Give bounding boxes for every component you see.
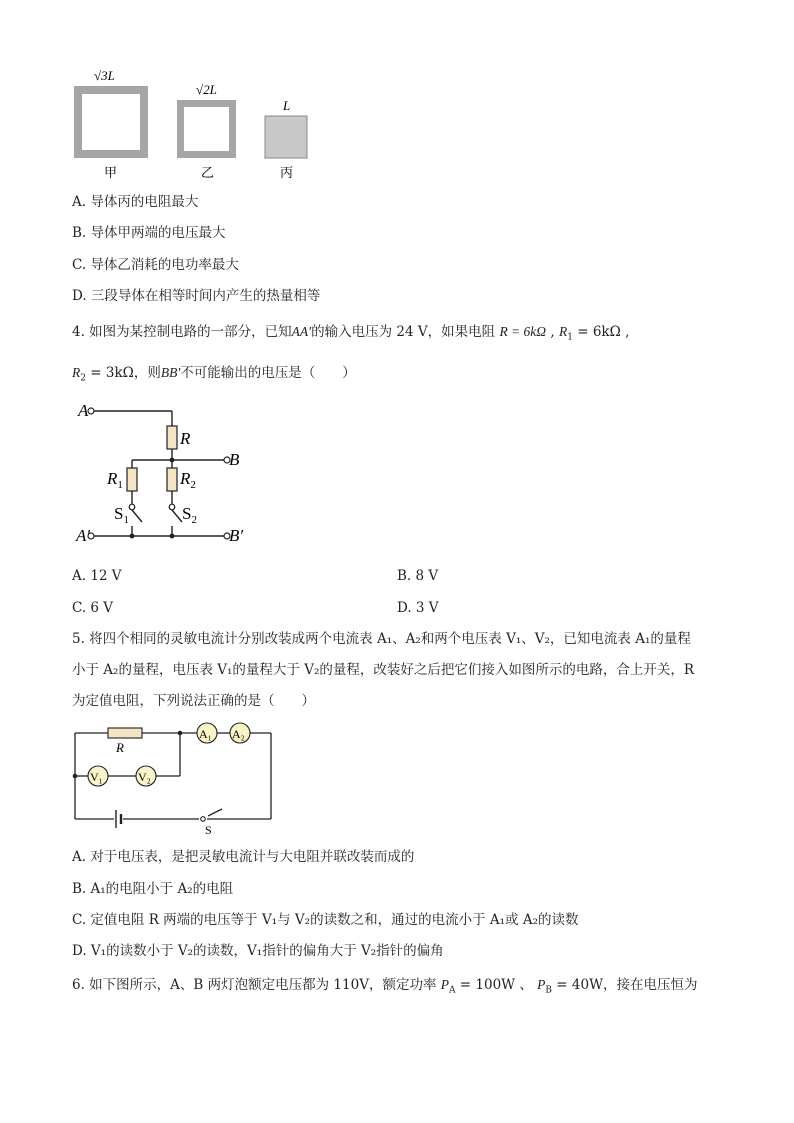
q5-option-d: D. V₁的读数小于 V₂的读数，V₁指针的偏角大于 V₂指针的偏角 xyxy=(72,943,444,959)
q3-option-b: B. 导体甲两端的电压最大 xyxy=(72,225,226,241)
q5-option-c: C. 定值电阻 R 两端的电压等于 V₁与 V₂的读数之和，通过的电流小于 A₁或 A₂的读数 xyxy=(72,912,579,928)
q4-stem-line2: $R_2 = 3k\Omega$，则BB′不可能输出的电压是（ ） xyxy=(72,365,356,384)
control-circuit-diagram xyxy=(72,398,262,548)
switch-s2-pivot xyxy=(169,504,175,510)
junction-dot-top xyxy=(178,731,183,736)
square-yi-inner xyxy=(184,107,229,151)
terminal-a xyxy=(88,408,94,414)
q4-option-b: B. 8 V xyxy=(397,568,439,584)
label-r1: $R_1$ xyxy=(107,469,123,491)
q4-option-a: A. 12 V xyxy=(72,568,122,584)
label-r: R xyxy=(180,429,191,448)
label-r: R xyxy=(116,740,124,755)
label-s: S xyxy=(205,823,212,837)
q5-option-b: B. A₁的电阻小于 A₂的电阻 xyxy=(72,881,234,897)
label-a1: A₁ xyxy=(199,727,212,741)
label-r2: $R_2$ xyxy=(180,469,196,491)
q5-stem-line1: 5. 将四个相同的灵敏电流计分别改装成两个电流表 A₁、A₂和两个电压表 V₁、V₂，已知电流表 A₁的量程 xyxy=(72,631,691,647)
label-s2: $S_2$ xyxy=(182,504,197,526)
q4-stem-line1: 4. 如图为某控制电路的一部分，已知AA′的输入电压为 24 V，如果电阻 R = 6kΩ , $R_1 = 6k\Omega$ , xyxy=(72,324,630,343)
q3-option-c: C. 导体乙消耗的电功率最大 xyxy=(72,257,239,273)
q5-stem-line3: 为定值电阻，下列说法正确的是（ ） xyxy=(72,693,315,709)
label-s1: $S_1$ xyxy=(114,504,129,526)
q6-stem-line1: 6. 如下图所示，A、B 两灯泡额定电压都为 110V，额定功率 $P_A = 100W$ 、 $P_B = 40W$，接在电压恒为 xyxy=(72,977,698,996)
junction-dot-left xyxy=(73,774,78,779)
label-b-prime: B′ xyxy=(229,526,244,545)
jia-dim-label: √3L xyxy=(94,68,115,83)
q3-option-a: A. 导体丙的电阻最大 xyxy=(72,194,199,210)
q4-option-c: C. 6 V xyxy=(72,600,114,616)
resistor-r xyxy=(167,426,177,449)
junction-dot-bottom-right xyxy=(170,534,175,539)
junction-dot-bottom-left xyxy=(130,534,135,539)
junction-dot-top xyxy=(170,458,175,463)
label-a: A xyxy=(78,401,89,420)
resistor-r xyxy=(108,728,142,738)
resistor-r2 xyxy=(167,468,177,491)
label-v2: V₂ xyxy=(138,770,151,784)
q5-stem-line2: 小于 A₂的量程，电压表 V₁的量程大于 V₂的量程，改装好之后把它们接入如图所示的电路，合上开关，R xyxy=(72,662,695,678)
bing-label: 丙 xyxy=(280,165,294,180)
square-bing xyxy=(265,116,307,158)
conductor-squares-figure xyxy=(60,60,320,185)
switch-s-pivot xyxy=(201,817,206,822)
yi-dim-label: √2L xyxy=(196,82,217,97)
q3-option-d: D. 三段导体在相等时间内产生的热量相等 xyxy=(72,288,321,304)
switch-s1-pivot xyxy=(129,504,135,510)
label-v1: V₁ xyxy=(90,770,103,784)
jia-label: 甲 xyxy=(104,166,118,181)
label-b: B xyxy=(229,450,240,469)
label-a-prime: A′ xyxy=(76,526,91,545)
square-jia-inner xyxy=(82,94,140,150)
meter-circuit-diagram xyxy=(66,718,281,840)
bing-dim-label: L xyxy=(283,98,291,113)
label-a2: A₂ xyxy=(232,727,245,741)
resistor-r1 xyxy=(127,468,137,491)
yi-label: 乙 xyxy=(201,165,215,180)
q5-option-a: A. 对于电压表，是把灵敏电流计与大电阻并联改装而成的 xyxy=(72,849,415,865)
q4-option-d: D. 3 V xyxy=(397,600,439,616)
